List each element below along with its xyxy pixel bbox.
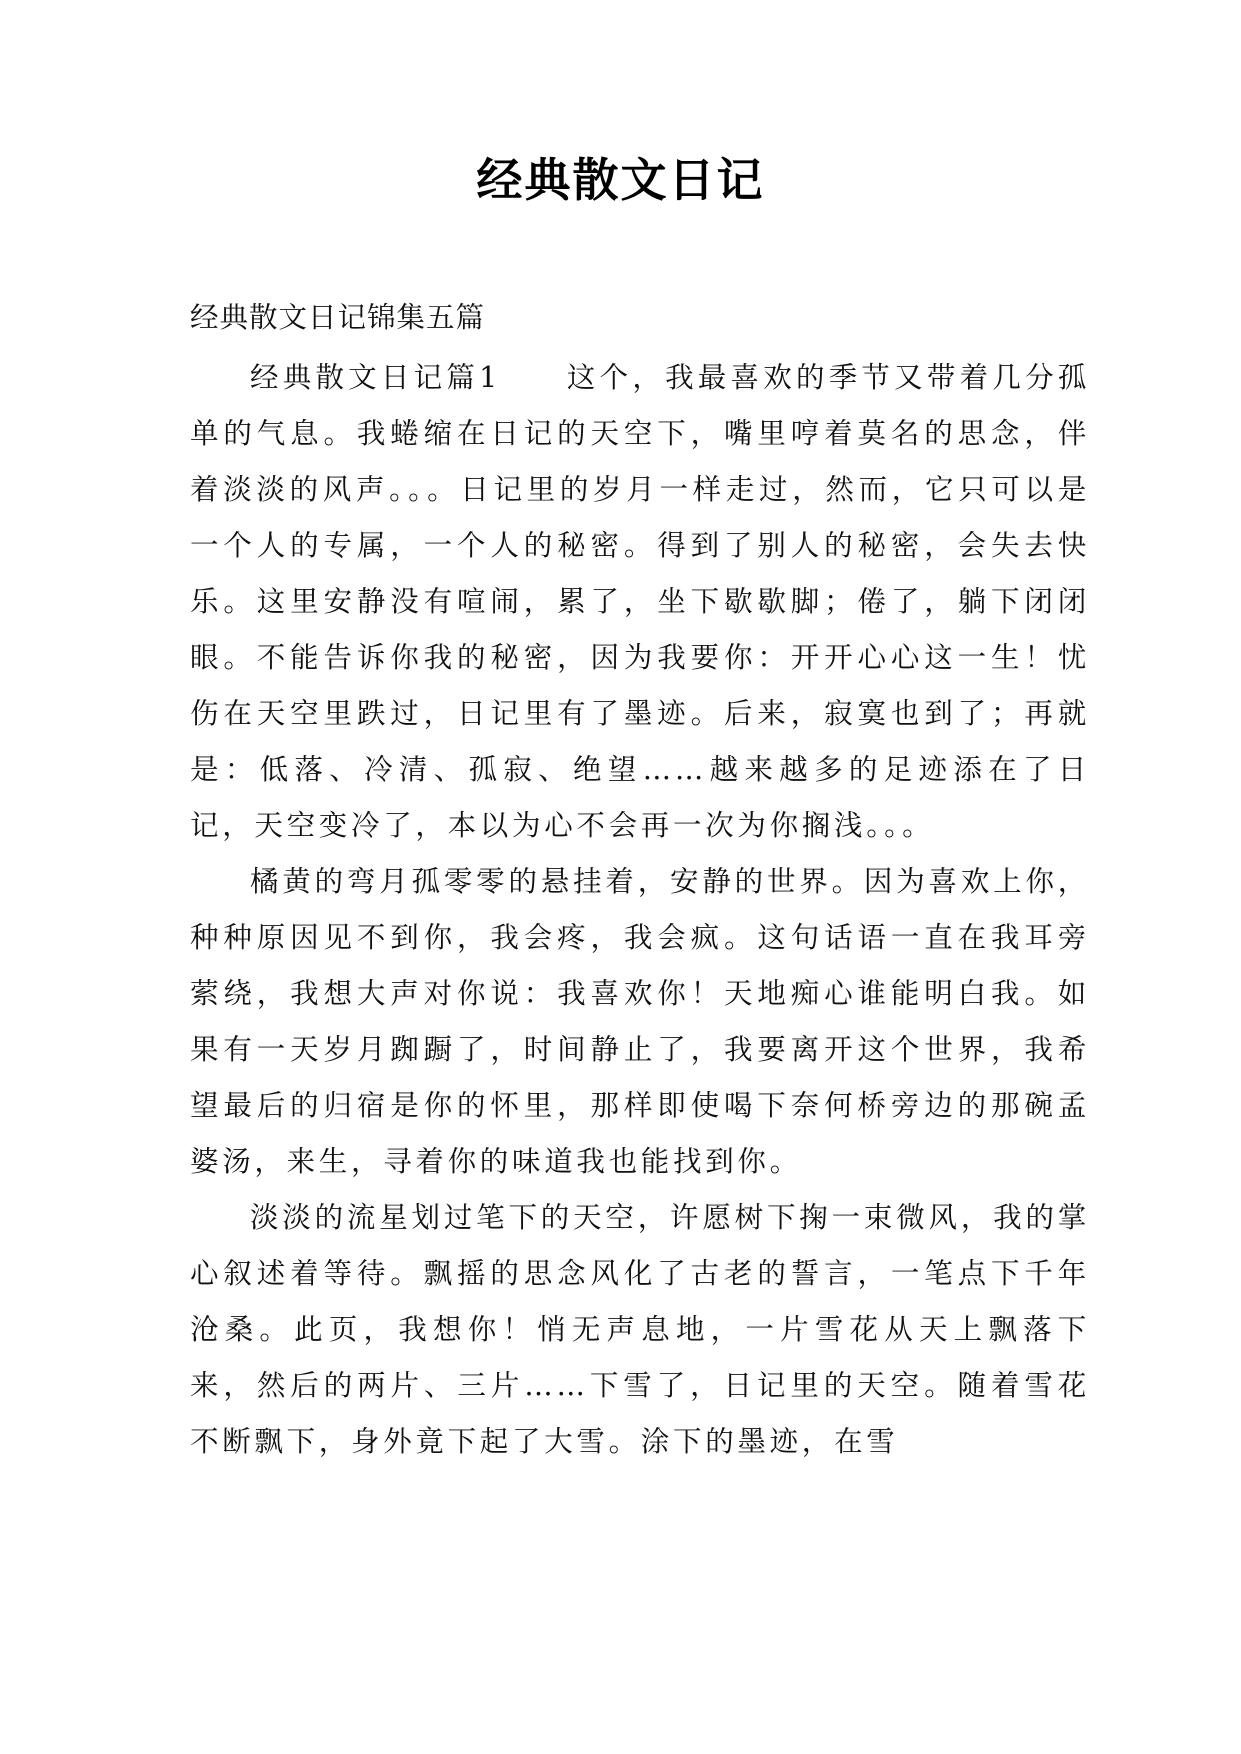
document-body bbox=[190, 290, 1090, 1470]
paragraph: 经典散文日记篇1 这个，我最喜欢的季节又带着几分孤单的气息。我蜷缩在日记的天空下，嘴里哼着莫名的思念，伴着淡淡的风声。。。日记里的岁月一样走过，然而，它只可以是一个人的专属，一个人的秘密。得到了别人的秘密，会失去快乐。这里安静没有喧闹，累了，坐下歇歇脚；倦了，躺下闭闭眼。不能告诉你我的秘密，因为我要你：开开心心这一生！忧伤在天空里跌过，日记里有了墨迹。后来，寂寞也到了；再就是：低落、冷清、孤寂、绝望……越来越多的足迹添在了日记，天空变冷了，本以为心不会再一次为你搁浅。。。 bbox=[190, 361, 1090, 842]
paragraph: 淡淡的流星划过笔下的天空，许愿树下掬一束微风，我的掌心叙述着等待。飘摇的思念风化了古老的誓言，一笔点下千年沧桑。此页，我想你！悄无声息地，一片雪花从天上飘落下来，然后的两片、三片……下雪了，日记里的天空。随着雪花不断飘下，身外竟下起了大雪。涂下的墨迹，在雪 bbox=[190, 1201, 1090, 1458]
paragraph: 橘黄的弯月孤零零的悬挂着，安静的世界。因为喜欢上你，种种原因见不到你，我会疼，我会疯。这句话语一直在我耳旁萦绕，我想大声对你说：我喜欢你！天地痴心谁能明白我。如果有一天岁月踟蹰了，时间静止了，我要离开这个世界，我希望最后的归宿是你的怀里，那样即使喝下奈何桥旁边的那碗孟婆汤，来生，寻着你的味道我也能找到你。 bbox=[190, 865, 1090, 1178]
document-title: 经典散文日记 bbox=[476, 153, 765, 207]
document-subtitle: 经典散文日记锦集五篇 bbox=[190, 301, 486, 334]
